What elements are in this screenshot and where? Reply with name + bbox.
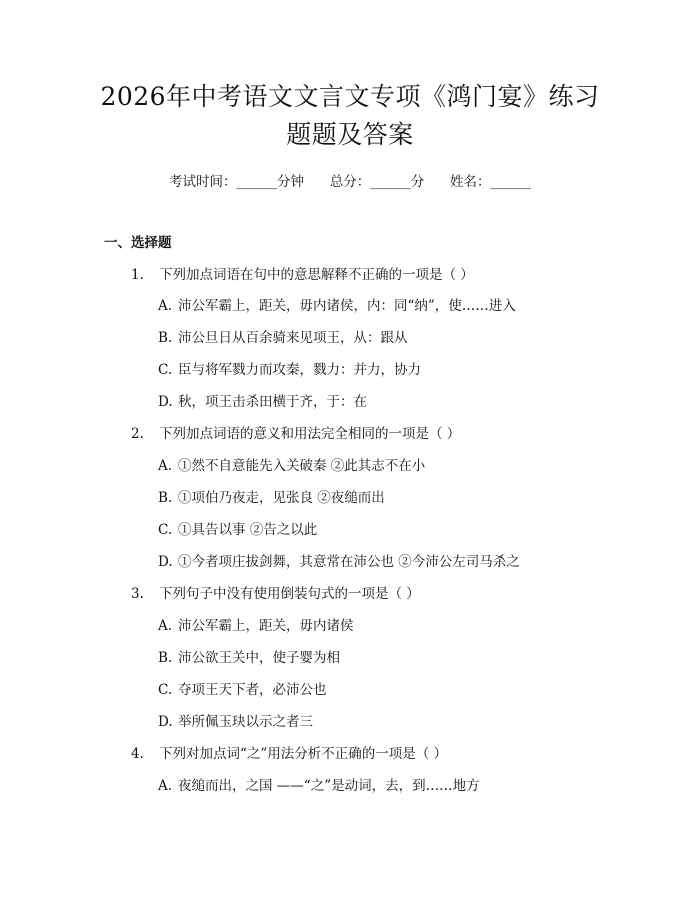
option-text: 臣与将军戮力而攻秦，戮力：并力，协力 [178, 362, 421, 378]
question-2 [131, 422, 460, 442]
option-letter: A. [158, 778, 173, 794]
question-2-option-b [158, 486, 385, 506]
option-letter: D. [158, 394, 173, 410]
option-letter: C. [158, 522, 173, 538]
option-letter: C. [158, 682, 173, 698]
question-1-option-d [158, 390, 367, 410]
document-title [60, 78, 640, 154]
question-3-option-d [158, 710, 313, 730]
exam-info: 考试时间：______分钟 总分：______分 姓名：______ [169, 174, 531, 190]
option-text: 夜缒而出，之国 ——“之”是动词，去，到……地方 [178, 778, 480, 794]
question-1 [131, 263, 474, 283]
title-line-2: 题题及答案 [286, 120, 414, 149]
question-stem: 下列加点词语在句中的意思解释不正确的一项是（ ） [159, 267, 474, 283]
option-letter: B. [158, 330, 173, 346]
question-2-option-d [158, 550, 520, 570]
question-number: 1. [131, 267, 144, 283]
option-text: 沛公欲王关中，使子婴为相 [178, 650, 340, 666]
question-3 [131, 582, 420, 602]
section-heading: 一、选择题 [104, 235, 172, 251]
option-letter: B. [158, 650, 173, 666]
option-letter: A. [158, 298, 173, 314]
option-text: ①今者项庄拔剑舞，其意常在沛公也 ②今沛公左司马杀之 [178, 554, 520, 570]
question-3-option-c [158, 678, 327, 698]
question-number: 3. [131, 586, 144, 602]
option-text: 沛公军霸上，距关，毋内诸侯 [178, 618, 354, 634]
question-4-option-a [158, 774, 480, 794]
option-text: 夺项王天下者，必沛公也 [178, 682, 327, 698]
option-text: 沛公旦日从百余骑来见项王，从：跟从 [178, 330, 408, 346]
option-text: 沛公军霸上，距关，毋内诸侯，内：同“纳”，使……进入 [178, 298, 516, 314]
question-number: 2. [131, 426, 144, 442]
question-1-option-c [158, 358, 421, 378]
question-number: 4. [131, 746, 144, 762]
option-text: ①具告以事 ②告之以此 [178, 522, 318, 538]
option-text: 举所佩玉玦以示之者三 [178, 714, 313, 730]
option-letter: D. [158, 554, 173, 570]
question-2-option-a [158, 454, 425, 474]
option-letter: A. [158, 458, 173, 474]
question-2-option-c [158, 518, 317, 538]
question-4 [131, 742, 447, 762]
option-letter: A. [158, 618, 173, 634]
title-line-1: 2026年中考语文文言文专项《鸿门宴》练习 [100, 82, 600, 111]
option-text: ①项伯乃夜走，见张良 ②夜缒而出 [178, 490, 385, 506]
question-3-option-b [158, 646, 340, 666]
question-1-option-b [158, 326, 408, 346]
question-stem: 下列句子中没有使用倒装句式的一项是（ ） [159, 586, 420, 602]
option-text: 秋，项王击杀田横于齐，于：在 [178, 394, 367, 410]
option-letter: D. [158, 714, 173, 730]
question-1-option-a [158, 294, 516, 314]
option-text: ①然不自意能先入关破秦 ②此其志不在小 [178, 458, 426, 474]
question-stem: 下列加点词语的意义和用法完全相同的一项是（ ） [159, 426, 461, 442]
option-letter: C. [158, 362, 173, 378]
question-stem: 下列对加点词“之”用法分析不正确的一项是（ ） [159, 746, 448, 762]
option-letter: B. [158, 490, 173, 506]
question-3-option-a [158, 614, 354, 634]
